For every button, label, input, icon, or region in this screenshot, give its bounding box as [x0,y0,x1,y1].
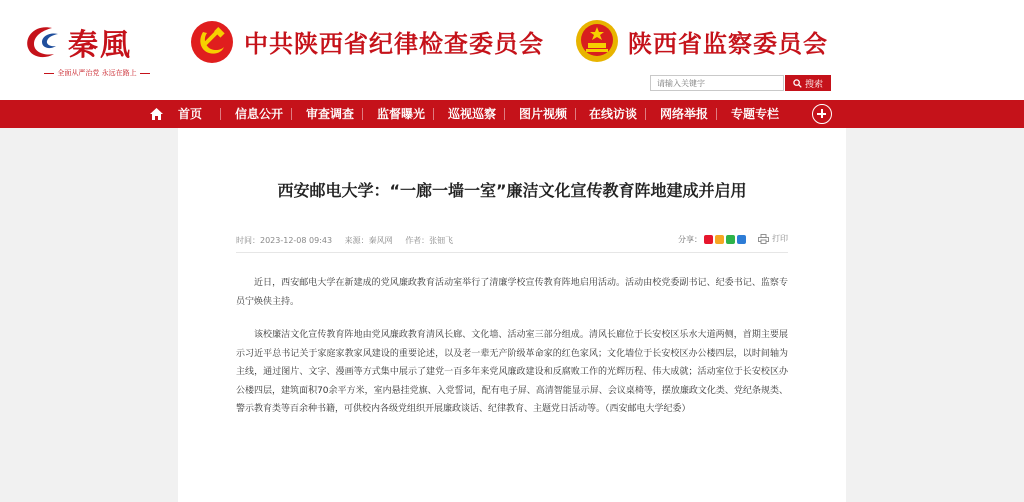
nav-exposure[interactable]: 监督曝光 [377,107,426,121]
party-emblem-icon [190,20,234,64]
article-source: 来源：秦风网 [344,236,393,245]
print-icon [758,234,769,244]
share-bar [678,234,746,245]
logo-main [22,22,132,62]
search-input[interactable] [650,75,784,91]
nav-divider [220,108,221,120]
title-cpc: 中共陕西省纪律检查委员会 [244,29,544,58]
article-paragraph: 该校廉洁文化宣传教育阵地由党风廉政教育清风长廊、文化墙、活动室三部分组成。清风长廊位于长安校区乐水大道两侧，首期主要展示习近平总书记关于家庭家教家风建设的重要论述，以及老一辈无产阶级革命家的红色家风；文化墙位于长安校区办公楼四层，以时间轴为主线，通过图片、文字、漫画等方式集中展示了建党一百多年来党风廉政建设和反腐败工作的光辉历程、伟大成就；活动室位于长安校区办公楼四层，建筑面积70余平方米，室内悬挂党旗、入党誓词，配有电子屏、高清智能显示屏、会议桌椅等，摆放廉政文化类、党纪条规类、警示教育类等百余种书籍，可供校内各级党组织开展廉政谈话、纪律教育、主题党日活动等。（西安邮电大学纪委） [236,330,788,414]
nav-divider [362,108,363,120]
nav-photo-video[interactable]: 图片视频 [519,107,568,121]
nav-divider [291,108,292,120]
search-button[interactable] [785,75,831,91]
meta-divider [236,252,788,253]
print-button[interactable] [758,233,788,244]
article-meta [236,235,463,246]
search-icon [793,79,802,88]
article-time: 时间：2023-12-08 09:43 [236,236,333,245]
share-wechat-icon[interactable] [726,235,735,244]
main-nav [0,100,1024,128]
home-icon[interactable] [149,107,164,121]
site-logo[interactable] [22,22,172,82]
article-title: 西安邮电大学：“一廊一墙一室”廉洁文化宣传教育阵地建成并启用 [277,181,747,200]
nav-online-report[interactable]: 网络举报 [660,107,709,121]
title-supervision: 陕西省监察委员会 [628,29,828,58]
article-container [178,128,846,502]
nav-divider [645,108,646,120]
search-button-label: 搜索 [804,79,823,90]
nav-info-disclosure[interactable]: 信息公开 [235,107,284,121]
share-more-icon[interactable] [737,235,746,244]
print-label: 打印 [772,234,788,243]
nav-divider [504,108,505,120]
article-paragraph: 近日，西安邮电大学在新建成的党风廉政教育活动室举行了清廉学校宣传教育阵地启用活动。活动由校党委副书记、纪委书记、监察专员宁焕侠主持。 [236,278,788,307]
national-emblem-icon [574,18,620,64]
nav-investigation[interactable]: 审查调查 [306,107,355,121]
share-weibo-icon[interactable] [704,235,713,244]
nav-divider [716,108,717,120]
plus-icon[interactable] [812,104,832,124]
share-label: 分享： [678,235,702,244]
share-qzone-icon[interactable] [715,235,724,244]
nav-special-topics[interactable]: 专题专栏 [731,107,780,121]
site-header [0,0,1024,100]
nav-home[interactable]: 首页 [178,107,203,121]
nav-divider [575,108,576,120]
logo-text: 秦風 [68,28,132,63]
nav-online-interview[interactable]: 在线访谈 [589,107,638,121]
logo-swirl-icon [22,22,66,62]
nav-divider [433,108,434,120]
logo-slogan: 全面从严治党 永远在路上 [22,68,172,78]
article-author: 作者：张钿飞 [405,236,454,245]
nav-inspection[interactable]: 巡视巡察 [448,107,497,121]
